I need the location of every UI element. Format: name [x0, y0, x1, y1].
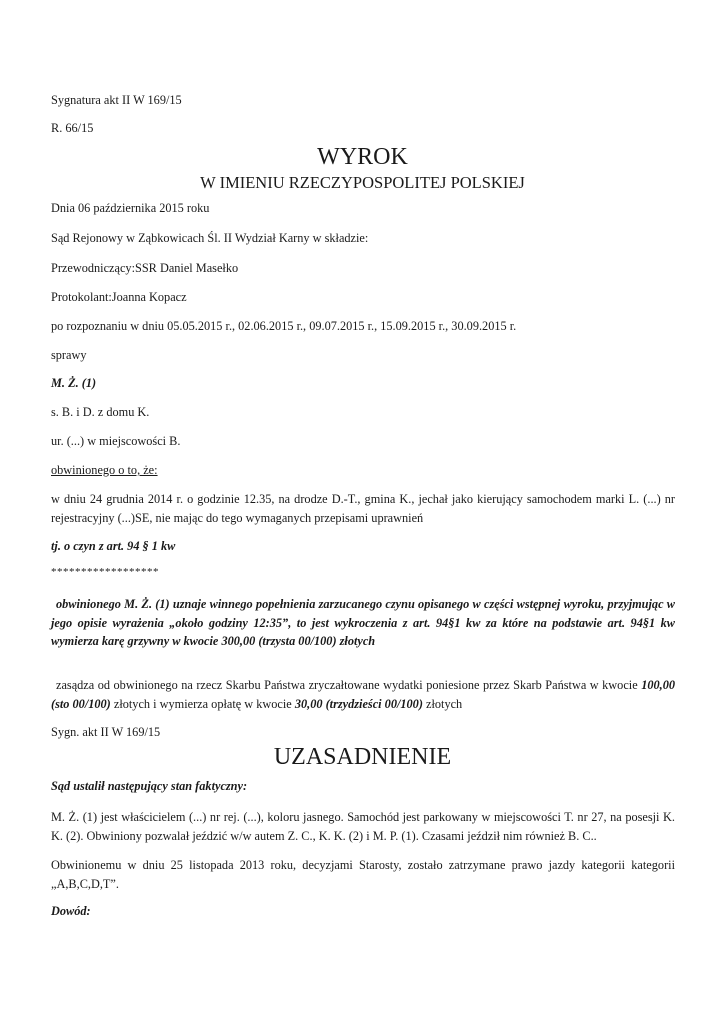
legal-basis: tj. o czyn z art. 94 § 1 kw [51, 539, 176, 553]
costs-amount-expenses: 100,00 (sto 00/100) [51, 678, 676, 711]
costs-mid: złotych i wymierza opłatę w kwocie [113, 696, 292, 711]
verdict-text: obwinionego M. Ż. (1) uznaje winnego popełnienia zarzucanego czynu opisanego w części wstępnej wyroku, przyjmując w jego opisie wyrażenia „około godziny 12:35”, to jest wykroczenia z art. 94§1 kw za które na podstawie art. 94§1 kw wymierza karę grzywny w kwocie 300,00 (trzysta 00/100) złotych [51, 597, 675, 648]
costs-post: złotych [426, 696, 463, 711]
defendant-birth: ur. (...) w miejscowości B. [51, 434, 181, 448]
facts-paragraph-1: M. Ż. (1) jest właścicielem (...) nr rej. (...), koloru jasnego. Samochód jest parkowany w miejscowości T. nr 27, na posesji K. K. (2). Obwiniony pozwalał jeździć w/w autem Z. C., K. K. (2) i M. P. (1). Czasami jeździł nim również B. C.. [51, 810, 675, 843]
costs-pre: zasądza od obwinionego na rzecz Skarbu Państwa zryczałtowane wydatki poniesione przez Skarb Państwa w kwocie [56, 678, 638, 692]
hearing-dates: po rozpoznaniu w dniu 05.05.2015 r., 02.06.2015 r., 09.07.2015 r., 15.09.2015 r., 30.09.2015 r. [51, 319, 517, 333]
case-label: sprawy [51, 348, 87, 362]
costs-amount-fee: 30,00 (trzydzieści 00/100) [294, 696, 423, 711]
section-separator: ****************** [51, 566, 159, 578]
court-composition: Sąd Rejonowy w Ząbkowicach Śl. II Wydział Karny w składzie: [51, 231, 369, 245]
defendant-parents: s. B. i D. z domu K. [51, 405, 150, 419]
costs-text [51, 676, 675, 713]
charge-description: w dniu 24 grudnia 2014 r. o godzinie 12.35, na drodze D.-T., gmina K., jechał jako kierujący samochodem marki L. (...) nr rejestracyjny (...)SE, nie mając do tego wymaganych przepisami uprawnień [51, 492, 675, 525]
verdict-subtitle: W IMIENIU RZECZYPOSPOLITEJ POLSKIEJ [200, 173, 525, 192]
justification-signature: Sygn. akt II W 169/15 [51, 725, 161, 739]
justification-title: UZASADNIENIE [273, 744, 452, 770]
charge-heading: obwinionego o to, że: [51, 463, 158, 477]
verdict-title: WYROK [317, 144, 408, 170]
defendant-name: M. Ż. (1) [51, 376, 97, 390]
case-reference: R. 66/15 [51, 121, 94, 135]
facts-paragraph-2: Obwinionemu w dniu 25 listopada 2013 roku, decyzjami Starosty, zostało zatrzymane prawo jazdy kategorii kategorii „A,B,C,D,T”. [51, 858, 675, 891]
presiding-judge: Przewodniczący:SSR Daniel Masełko [51, 261, 239, 275]
case-signature: Sygnatura akt II W 169/15 [51, 93, 182, 107]
verdict-date: Dnia 06 października 2015 roku [51, 201, 210, 215]
facts-heading: Sąd ustalił następujący stan faktyczny: [51, 779, 248, 793]
evidence-heading: Dowód: [51, 904, 91, 918]
court-recorder: Protokolant:Joanna Kopacz [51, 290, 187, 304]
